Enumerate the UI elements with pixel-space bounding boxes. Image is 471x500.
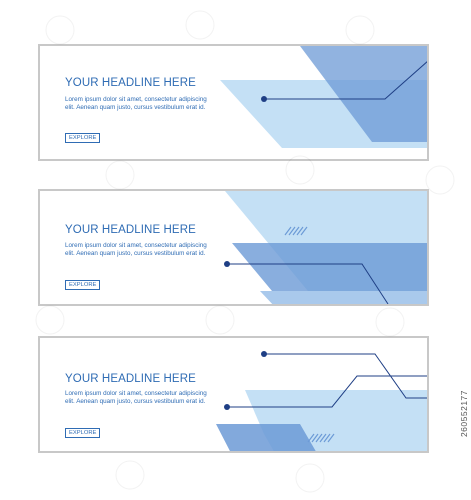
banner-2 (38, 189, 429, 306)
body-text: Lorem ipsum dolor sit amet, consectetur adipiscing elit. Aenean quam justo, cursus vestibulum erat id. (65, 242, 207, 258)
headline: YOUR HEADLINE HERE (65, 224, 196, 236)
explore-button[interactable]: EXPLORE (65, 280, 100, 290)
circuit-dot (224, 261, 230, 267)
mid-blue-shape (232, 243, 429, 291)
circuit-dot (261, 96, 267, 102)
banner-1 (38, 44, 429, 161)
circuit-dot-bottom (224, 404, 230, 410)
circuit-dot-top (261, 351, 267, 357)
explore-button[interactable]: EXPLORE (65, 133, 100, 143)
stock-id-text: 260552177 (459, 390, 469, 438)
body-text: Lorem ipsum dolor sit amet, consectetur adipiscing elit. Aenean quam justo, cursus vestibulum erat id. (65, 96, 207, 112)
headline: YOUR HEADLINE HERE (65, 373, 196, 385)
banner-3 (38, 336, 429, 453)
explore-button[interactable]: EXPLORE (65, 428, 100, 438)
body-text: Lorem ipsum dolor sit amet, consectetur adipiscing elit. Aenean quam justo, cursus vestibulum erat id. (65, 390, 207, 406)
headline: YOUR HEADLINE HERE (65, 77, 196, 89)
light-blue-shape-bottom (260, 291, 429, 306)
